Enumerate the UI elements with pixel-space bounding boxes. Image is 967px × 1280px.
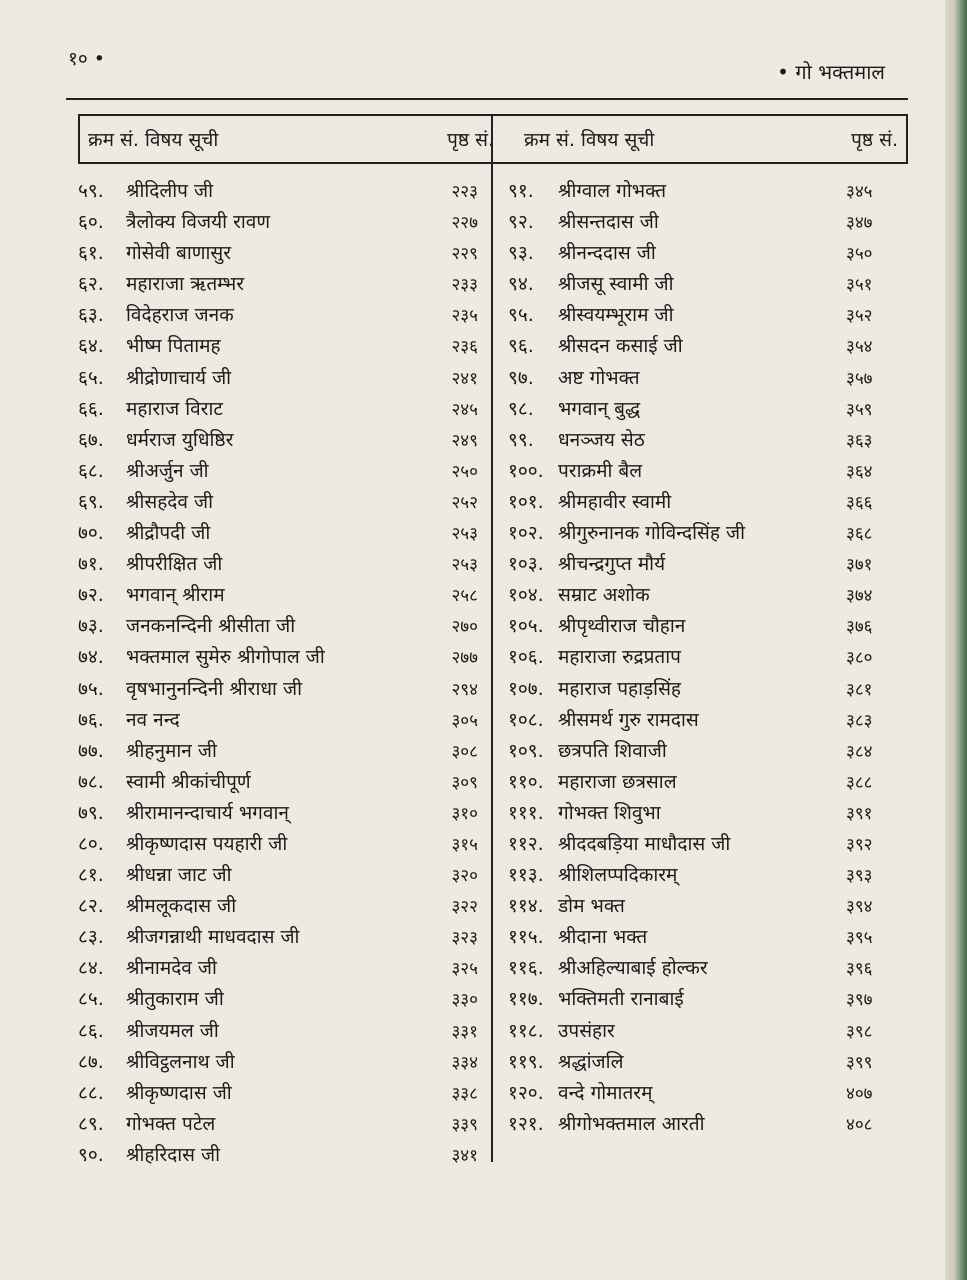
toc-entry: [78, 297, 478, 328]
entry-title: जनकनन्दिनी श्रीसीता जी: [126, 615, 296, 638]
entry-page: ३२२: [451, 897, 478, 918]
toc-entry: [508, 577, 908, 608]
toc-entry: [78, 235, 478, 266]
entry-title: महाराजा ऋतम्भर: [126, 273, 244, 296]
entry-page: ३९९: [846, 1052, 873, 1073]
entry-page: ३५४: [846, 337, 873, 358]
entry-title: महाराजा छत्रसाल: [558, 770, 677, 793]
entry-serial: ११२.: [508, 832, 544, 855]
toc-entry: [508, 919, 908, 950]
entry-page: ३५१: [846, 275, 873, 296]
entry-page: ३३८: [451, 1083, 478, 1104]
page-edge: [945, 0, 967, 1280]
toc-entry: [78, 515, 478, 546]
entry-serial: ८६.: [78, 1019, 104, 1042]
column-divider: [491, 114, 493, 1162]
entry-page: ३८०: [846, 648, 873, 669]
entry-serial: १०८.: [508, 708, 544, 731]
entry-serial: १०७.: [508, 677, 544, 700]
entry-title: वन्दे गोमातरम्: [558, 1081, 653, 1104]
entry-title: श्रीददबड़िया माधौदास जी: [558, 832, 731, 855]
entry-title: उपसंहार: [558, 1019, 615, 1042]
entry-serial: ६२.: [78, 273, 104, 296]
toc-entry: [78, 360, 478, 391]
entry-title: श्रीजयमल जी: [126, 1019, 219, 1042]
entry-serial: ६०.: [78, 211, 104, 234]
entry-serial: १०६.: [508, 646, 544, 669]
entry-serial: १०४.: [508, 584, 544, 607]
entry-page: २२७: [451, 213, 478, 234]
toc-entry: [508, 266, 908, 297]
entry-serial: ९०.: [78, 1143, 104, 1166]
entry-page: ३७६: [846, 617, 873, 638]
entry-page: ३८१: [846, 679, 873, 700]
toc-entry: [78, 981, 478, 1012]
entry-page: २५३: [451, 524, 478, 545]
entry-page: ३६३: [846, 430, 873, 451]
toc-left-column: [78, 173, 478, 1168]
entry-page: ३५९: [846, 399, 873, 420]
entry-page: ३९८: [846, 1021, 873, 1042]
toc-entry: [508, 204, 908, 235]
entry-serial: १२०.: [508, 1081, 544, 1104]
entry-page: २५२: [451, 492, 478, 513]
entry-serial: ११४.: [508, 895, 544, 918]
entry-serial: ११६.: [508, 957, 544, 980]
toc-entry: [508, 795, 908, 826]
toc-entry: [508, 888, 908, 919]
toc-entry: [508, 1013, 908, 1044]
entry-page: ३९५: [846, 928, 873, 949]
entry-title: श्रीजगन्नाथी माधवदास जी: [126, 926, 300, 949]
entry-page: ४०८: [846, 1114, 873, 1135]
toc-entry: [78, 919, 478, 950]
toc-entry: [78, 733, 478, 764]
entry-title: श्रीदाना भक्त: [558, 926, 648, 949]
entry-serial: ७५.: [78, 677, 104, 700]
entry-title: श्रीहरिदास जी: [126, 1143, 221, 1166]
toc-entry: [78, 391, 478, 422]
entry-serial: ८४.: [78, 957, 104, 980]
toc-entry: [508, 1075, 908, 1106]
entry-page: ३८४: [846, 741, 873, 762]
entry-serial: ७७.: [78, 739, 104, 762]
entry-serial: ११९.: [508, 1050, 544, 1073]
entry-serial: ८८.: [78, 1081, 104, 1104]
entry-page: ३५०: [846, 244, 873, 265]
toc-entry: [508, 733, 908, 764]
toc-entry: [508, 981, 908, 1012]
entry-page: ३०५: [451, 710, 478, 731]
entry-title: स्वामी श्रीकांचीपूर्ण: [126, 770, 251, 793]
entry-title: नव नन्द: [126, 708, 180, 731]
entry-page: ३५७: [846, 368, 873, 389]
entry-serial: ६६.: [78, 397, 104, 420]
header-right-serial-subject: क्रम सं. विषय सूची: [524, 129, 655, 151]
toc-entry: [78, 453, 478, 484]
entry-serial: ७४.: [78, 646, 104, 669]
entry-serial: ९४.: [508, 273, 534, 296]
toc-entry: [508, 671, 908, 702]
entry-serial: ९५.: [508, 304, 534, 327]
entry-title: श्रीरामानन्दाचार्य भगवान्: [126, 801, 289, 824]
entry-serial: ५९.: [78, 180, 104, 202]
toc-entry: [78, 173, 478, 204]
toc-entry: [78, 266, 478, 297]
entry-title: श्रीशिलप्पदिकारम्: [558, 864, 678, 887]
toc-entry: [78, 577, 478, 608]
entry-page: २३६: [451, 337, 478, 358]
toc-entry: [78, 1075, 478, 1106]
entry-page: ३३९: [451, 1114, 478, 1135]
entry-serial: १०१.: [508, 490, 544, 513]
entry-title: छत्रपति शिवाजी: [558, 739, 667, 762]
toc-entry: [508, 826, 908, 857]
entry-page: ३५२: [846, 306, 873, 327]
entry-title: महाराज विराट: [126, 397, 223, 420]
toc-entry: [508, 857, 908, 888]
toc-entry: [78, 639, 478, 670]
entry-title: श्रीनामदेव जी: [126, 957, 217, 980]
entry-page: ३८३: [846, 710, 873, 731]
entry-serial: ११३.: [508, 864, 544, 887]
toc-entry: [78, 826, 478, 857]
entry-serial: ९८.: [508, 397, 534, 420]
entry-page: २४९: [451, 430, 478, 451]
entry-page: २५३: [451, 555, 478, 576]
entry-title: श्रीद्रोणाचार्य जी: [126, 366, 232, 389]
entry-page: ३२५: [451, 959, 478, 980]
entry-title: श्रीजसू स्वामी जी: [558, 273, 674, 296]
entry-serial: ९२.: [508, 211, 534, 234]
entry-serial: ८९.: [78, 1112, 104, 1135]
entry-page: ३९४: [846, 897, 873, 918]
entry-title: डोम भक्त: [558, 895, 625, 918]
toc-entry: [508, 422, 908, 453]
entry-title: श्रीपरीक्षित जी: [126, 553, 223, 576]
toc-entry: [78, 795, 478, 826]
toc-entry: [508, 328, 908, 359]
toc-entry: [508, 484, 908, 515]
entry-serial: ६७.: [78, 428, 104, 451]
toc-entry: [508, 515, 908, 546]
toc-entry: [78, 204, 478, 235]
entry-title: श्रीसन्तदास जी: [558, 211, 659, 234]
toc-entry: [78, 328, 478, 359]
entry-serial: १०३.: [508, 553, 544, 576]
entry-title: श्रीअर्जुन जी: [126, 459, 209, 482]
entry-title: भगवान् श्रीराम: [126, 584, 225, 607]
entry-page: ३४५: [846, 182, 873, 202]
entry-page: २७७: [451, 648, 478, 669]
entry-serial: ९६.: [508, 335, 534, 358]
entry-page: २४१: [451, 368, 478, 389]
toc-entry: [508, 391, 908, 422]
entry-page: ३१०: [451, 803, 478, 824]
toc-entry: [508, 950, 908, 981]
toc-entry: [78, 950, 478, 981]
entry-page: ४०७: [846, 1083, 873, 1104]
entry-title: श्रीसदन कसाई जी: [558, 335, 683, 358]
entry-title: श्रीधन्ना जाट जी: [126, 864, 232, 887]
entry-title: श्रीपृथ्वीराज चौहान: [558, 615, 686, 638]
entry-title: श्रीमहावीर स्वामी: [558, 490, 672, 513]
entry-title: भीष्म पितामह: [126, 335, 221, 358]
entry-serial: ७१.: [78, 553, 104, 576]
entry-page: ३३१: [451, 1021, 478, 1042]
toc-entry: [78, 1013, 478, 1044]
entry-title: श्रीदिलीप जी: [126, 180, 214, 202]
entry-serial: ११०.: [508, 770, 544, 793]
running-title: • गो भक्तमाल: [777, 60, 885, 84]
entry-page: २५०: [451, 461, 478, 482]
entry-serial: ८२.: [78, 895, 104, 918]
entry-title: श्रीकृष्णदास पयहारी जी: [126, 832, 288, 855]
toc-entry: [508, 1106, 908, 1137]
toc-table-header: [78, 114, 908, 164]
entry-title: श्रीद्रौपदी जी: [126, 522, 211, 545]
entry-page: ३०८: [451, 741, 478, 762]
entry-title: गोभक्त शिवुभा: [558, 801, 661, 824]
entry-title: महाराजा रुद्रप्रताप: [558, 646, 681, 669]
entry-page: ३८८: [846, 772, 873, 793]
toc-entry: [78, 1137, 478, 1168]
entry-serial: ७३.: [78, 615, 104, 638]
entry-page: २२३: [451, 182, 478, 202]
entry-serial: ९३.: [508, 242, 534, 265]
entry-page: २४५: [451, 399, 478, 420]
entry-title: त्रैलोक्य विजयी रावण: [126, 211, 271, 234]
entry-page: ३९३: [846, 866, 873, 887]
toc-entry: [78, 608, 478, 639]
entry-title: श्रीहनुमान जी: [126, 739, 217, 762]
toc-entry: [508, 173, 908, 204]
page-number: १० •: [68, 48, 106, 70]
entry-serial: १०९.: [508, 739, 544, 762]
entry-serial: ७८.: [78, 770, 104, 793]
entry-page: ३७१: [846, 555, 873, 576]
entry-title: गोभक्त पटेल: [126, 1112, 216, 1135]
entry-title: धनञ्जय सेठ: [558, 428, 645, 451]
toc-entry: [78, 422, 478, 453]
toc-entry: [508, 764, 908, 795]
entry-page: ३२३: [451, 928, 478, 949]
toc-entry: [508, 297, 908, 328]
entry-serial: ६३.: [78, 304, 104, 327]
toc-right-column: [508, 173, 908, 1137]
toc-entry: [508, 546, 908, 577]
entry-page: २३३: [451, 275, 478, 296]
toc-entry: [78, 764, 478, 795]
toc-entry: [78, 888, 478, 919]
entry-title: श्रीग्वाल गोभक्त: [558, 180, 667, 202]
entry-title: श्रीतुकाराम जी: [126, 988, 224, 1011]
entry-title: सम्राट अशोक: [558, 584, 650, 607]
entry-page: २२९: [451, 244, 478, 265]
entry-page: ३९१: [846, 803, 873, 824]
entry-serial: ११७.: [508, 988, 544, 1011]
entry-page: २५८: [451, 586, 478, 607]
entry-page: ३६८: [846, 524, 873, 545]
entry-title: श्रीसमर्थ गुरु रामदास: [558, 708, 699, 731]
entry-serial: ९१.: [508, 180, 534, 202]
entry-serial: ७६.: [78, 708, 104, 731]
header-right-page: पृष्ठ सं.: [851, 129, 898, 151]
entry-title: श्रीमलूकदास जी: [126, 895, 237, 918]
toc-entry: [508, 1044, 908, 1075]
entry-title: महाराज पहाड़सिंह: [558, 677, 682, 700]
entry-serial: ८०.: [78, 832, 104, 855]
entry-serial: १२१.: [508, 1112, 544, 1135]
toc-entry: [78, 484, 478, 515]
entry-page: ३४७: [846, 213, 873, 234]
toc-entry: [78, 671, 478, 702]
entry-title: श्रीस्वयम्भूराम जी: [558, 304, 674, 327]
entry-title: श्रीगुरुनानक गोविन्दसिंह जी: [558, 522, 746, 545]
entry-title: धर्मराज युधिष्ठिर: [126, 428, 234, 451]
toc-entry: [78, 1044, 478, 1075]
toc-entry: [508, 702, 908, 733]
entry-serial: ९७.: [508, 366, 534, 389]
entry-page: ३६६: [846, 492, 873, 513]
toc-entry: [78, 546, 478, 577]
toc-entry: [508, 235, 908, 266]
entry-page: ३९२: [846, 834, 873, 855]
entry-page: ३३०: [451, 990, 478, 1011]
entry-title: अष्ट गोभक्त: [558, 366, 640, 389]
entry-serial: ९९.: [508, 428, 534, 451]
entry-serial: ८५.: [78, 988, 104, 1011]
entry-title: पराक्रमी बैल: [558, 459, 643, 482]
toc-entry: [508, 360, 908, 391]
entry-serial: ६४.: [78, 335, 104, 358]
entry-title: श्रीगोभक्तमाल आरती: [558, 1112, 705, 1135]
entry-serial: ८३.: [78, 926, 104, 949]
toc-entry: [508, 639, 908, 670]
entry-serial: ६१.: [78, 242, 104, 265]
entry-page: ३४१: [451, 1145, 478, 1166]
entry-serial: ७२.: [78, 584, 104, 607]
toc-entry: [78, 857, 478, 888]
entry-title: श्रीविट्ठलनाथ जी: [126, 1050, 235, 1073]
entry-title: विदेहराज जनक: [126, 304, 234, 327]
entry-page: २९४: [451, 679, 478, 700]
entry-page: २३५: [451, 306, 478, 327]
entry-page: ३६४: [846, 461, 873, 482]
header-left-page: पृष्ठ सं.: [447, 129, 494, 151]
entry-title: श्रीसहदेव जी: [126, 490, 214, 513]
entry-serial: ११८.: [508, 1019, 544, 1042]
entry-serial: १०२.: [508, 522, 544, 545]
entry-title: भक्तिमती रानाबाई: [558, 988, 684, 1011]
entry-page: ३७४: [846, 586, 873, 607]
entry-page: ३९७: [846, 990, 873, 1011]
entry-page: ३२०: [451, 866, 478, 887]
entry-page: ३१५: [451, 834, 478, 855]
entry-serial: ७९.: [78, 801, 104, 824]
entry-serial: ८७.: [78, 1050, 104, 1073]
entry-title: वृषभानुनन्दिनी श्रीराधा जी: [126, 677, 303, 700]
entry-title: श्रीचन्द्रगुप्त मौर्य: [558, 553, 666, 576]
entry-title: गोसेवी बाणासुर: [126, 242, 232, 265]
entry-title: श्रीनन्ददास जी: [558, 242, 656, 265]
toc-entry: [508, 608, 908, 639]
entry-page: २७०: [451, 617, 478, 638]
toc-entry: [78, 1106, 478, 1137]
entry-page: ३३४: [451, 1052, 478, 1073]
entry-serial: ६९.: [78, 490, 104, 513]
entry-serial: ८१.: [78, 864, 104, 887]
toc-entry: [508, 453, 908, 484]
entry-title: श्रद्धांजलि: [558, 1050, 624, 1073]
entry-serial: १११.: [508, 801, 544, 824]
entry-serial: ११५.: [508, 926, 544, 949]
entry-serial: १०५.: [508, 615, 544, 638]
entry-serial: ७०.: [78, 522, 104, 545]
entry-page: ३०९: [451, 772, 478, 793]
entry-serial: ६८.: [78, 459, 104, 482]
entry-title: श्रीअहिल्याबाई होल्कर: [558, 957, 708, 980]
entry-page: ३९६: [846, 959, 873, 980]
toc-entry: [78, 702, 478, 733]
entry-serial: ६५.: [78, 366, 104, 389]
entry-title: श्रीकृष्णदास जी: [126, 1081, 232, 1104]
header-left-serial-subject: क्रम सं. विषय सूची: [88, 129, 219, 151]
entry-serial: १००.: [508, 459, 544, 482]
entry-title: भक्तमाल सुमेरु श्रीगोपाल जी: [126, 646, 325, 669]
header-rule: [66, 98, 908, 100]
entry-title: भगवान् बुद्ध: [558, 397, 641, 420]
